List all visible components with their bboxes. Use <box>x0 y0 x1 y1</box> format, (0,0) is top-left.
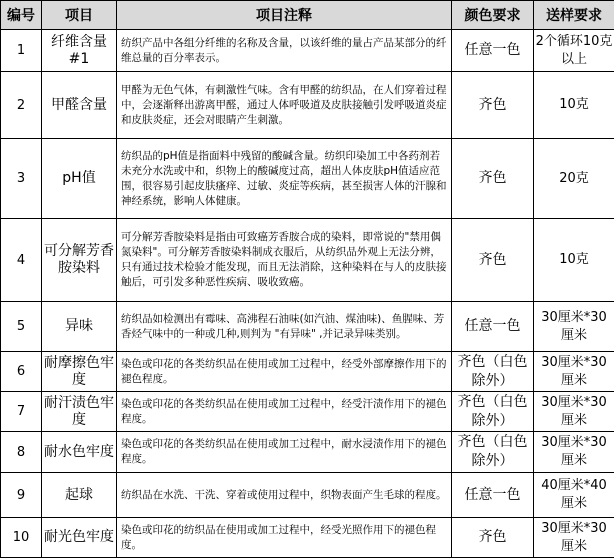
row-sample: 20克 <box>534 139 614 219</box>
row-item: 可分解芳香胺染料 <box>42 219 117 302</box>
row-note: 染色或印花的各类纺织品在使用或加工过程中，耐水浸渍作用下的褪色程度。 <box>117 432 452 473</box>
header-num: 编号 <box>1 1 42 30</box>
row-sample: 10克 <box>534 72 614 139</box>
row-num: 6 <box>1 352 42 392</box>
row-item: 耐摩擦色牢度 <box>42 352 117 392</box>
row-color: 齐色（白色除外） <box>452 392 534 432</box>
row-note: 染色或印花的纺织品在使用或加工过程中，经受光照作用下的褪色程度。 <box>117 518 452 558</box>
row-color: 齐色 <box>452 139 534 219</box>
row-sample: 30厘米*30厘米 <box>534 432 614 473</box>
row-note: 染色或印花的各类纺织品在使用或加工过程中，经受汗渍作用下的褪色程度。 <box>117 392 452 432</box>
header-item: 项目 <box>42 1 117 30</box>
row-color: 任意一色 <box>452 30 534 72</box>
row-item: 甲醛含量 <box>42 72 117 139</box>
row-sample: 30厘米*30厘米 <box>534 518 614 558</box>
table-row <box>1 518 614 558</box>
row-num: 9 <box>1 473 42 518</box>
row-note: 甲醛为无色气体，有刺激性气味。含有甲醛的纺织品，在人们穿着过程中，会逐渐释出游离甲醛，通过人体呼吸道及皮肤接触引发呼吸道炎症和皮肤炎症，还会对眼睛产生刺激。 <box>117 72 452 139</box>
row-num: 4 <box>1 219 42 302</box>
row-num: 1 <box>1 30 42 72</box>
table-row <box>1 302 614 352</box>
row-item: 纤维含量#1 <box>42 30 117 72</box>
table-row <box>1 139 614 219</box>
table-row <box>1 473 614 518</box>
table-row <box>1 30 614 72</box>
table-row <box>1 219 614 302</box>
row-num: 7 <box>1 392 42 432</box>
row-sample: 30厘米*30厘米 <box>534 302 614 352</box>
row-num: 5 <box>1 302 42 352</box>
row-item: 起球 <box>42 473 117 518</box>
header-sample: 送样要求 <box>534 1 614 30</box>
row-item: pH值 <box>42 139 117 219</box>
row-item: 耐光色牢度 <box>42 518 117 558</box>
row-sample: 30厘米*30厘米 <box>534 392 614 432</box>
table-row <box>1 392 614 432</box>
table-row <box>1 72 614 139</box>
row-sample: 30厘米*30厘米 <box>534 352 614 392</box>
row-note: 纺织品在水洗、干洗、穿着或使用过程中，织物表面产生毛球的程度。 <box>117 473 452 518</box>
row-color: 齐色 <box>452 219 534 302</box>
row-color: 齐色 <box>452 72 534 139</box>
table-header-row <box>1 1 614 30</box>
row-note: 可分解芳香胺染料是指由可致癌芳香胺合成的染料，即常说的"禁用偶氮染料"。可分解芳香胺染料制成衣服后，从纺织品外观上无法分辨，只有通过技术检验才能发现，而且无法消除，这种染料在与人的皮肤接触后，可引发多种恶性疾病、吸收致癌。 <box>117 219 452 302</box>
table-row <box>1 432 614 473</box>
row-sample: 10克 <box>534 219 614 302</box>
row-num: 8 <box>1 432 42 473</box>
header-color: 颜色要求 <box>452 1 534 30</box>
row-note: 纺织产品中各组分纤维的名称及含量，以该纤维的量占产品某部分的纤维总量的百分率表示。 <box>117 30 452 72</box>
row-item: 异味 <box>42 302 117 352</box>
row-color: 齐色（白色除外） <box>452 432 534 473</box>
row-color: 齐色（白色除外） <box>452 352 534 392</box>
row-item: 耐汗渍色牢度 <box>42 392 117 432</box>
row-num: 2 <box>1 72 42 139</box>
row-num: 3 <box>1 139 42 219</box>
row-color: 齐色 <box>452 518 534 558</box>
table-row <box>1 352 614 392</box>
row-item: 耐水色牢度 <box>42 432 117 473</box>
row-note: 纺织品如检测出有霉味、高沸程石油味(如汽油、煤油味)、鱼腥味、芳香烃气味中的一种或几种,则判为 "有异味" ,并记录异味类别。 <box>117 302 452 352</box>
row-note: 纺织品的pH值是指面料中残留的酸碱含量。纺织印染加工中各药剂若未充分水洗或中和，织物上的酸碱度过高，超出人体皮肤pH值适应范围，很容易引起皮肤瘙痒、过敏、炎症等疾病，甚至损害人体的汗腺和神经系统，影响人体健康。 <box>117 139 452 219</box>
row-color: 任意一色 <box>452 473 534 518</box>
row-color: 任意一色 <box>452 302 534 352</box>
row-num: 10 <box>1 518 42 558</box>
row-sample: 40厘米*40厘米 <box>534 473 614 518</box>
row-sample: 2个循环10克以上 <box>534 30 614 72</box>
row-note: 染色或印花的各类纺织品在使用或加工过程中，经受外部摩擦作用下的褪色程度。 <box>117 352 452 392</box>
header-note: 项目注释 <box>117 1 452 30</box>
